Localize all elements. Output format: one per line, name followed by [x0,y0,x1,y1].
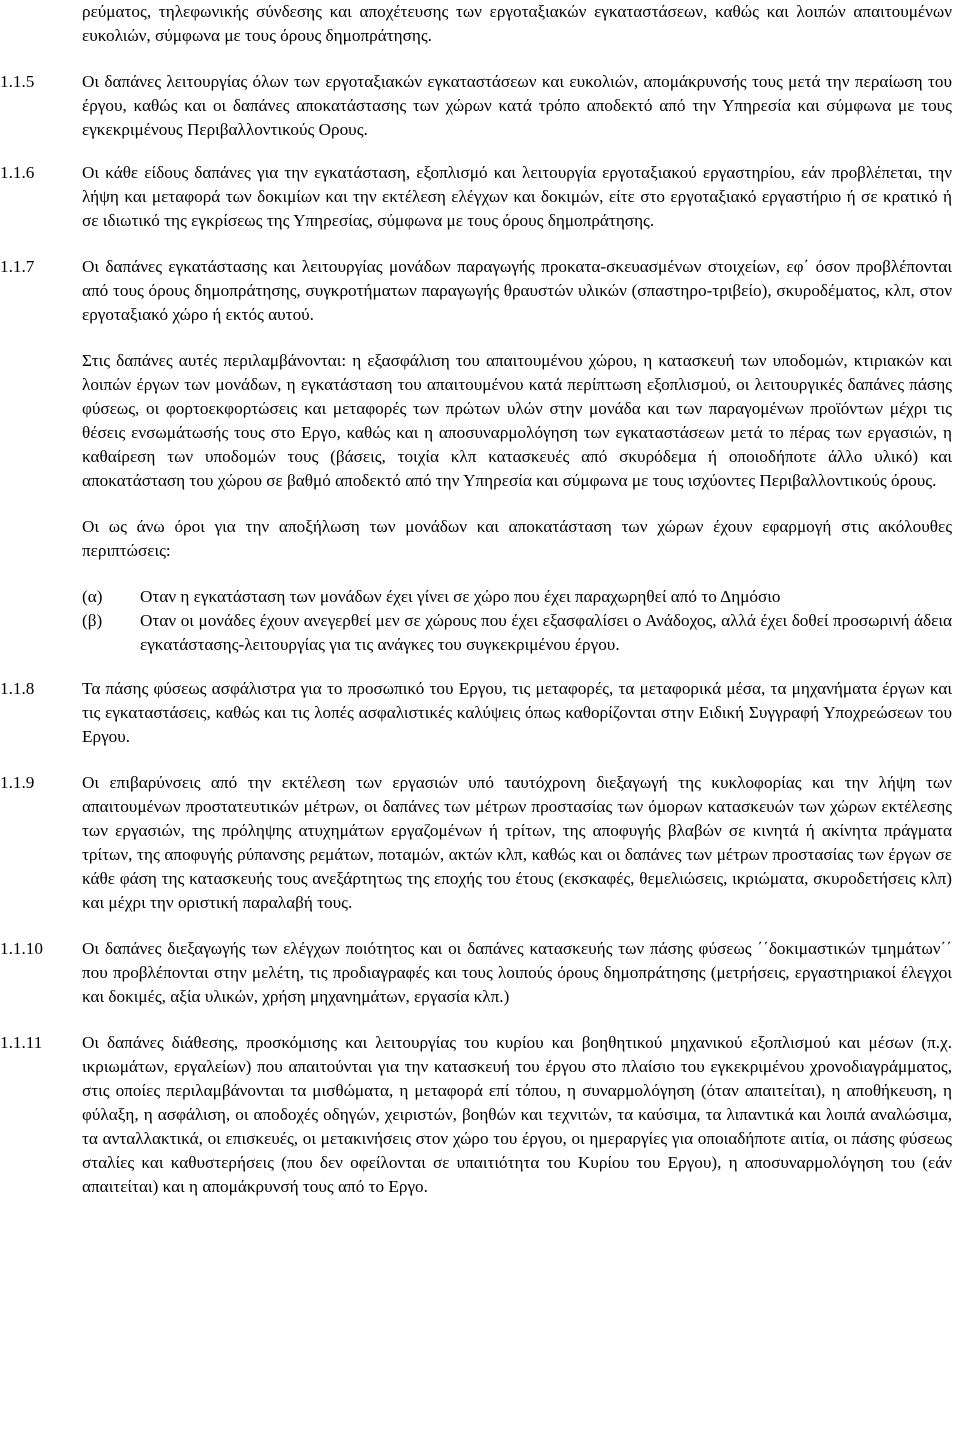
case-a [82,585,952,609]
clause-text: Οι επιβαρύνσεις από την εκτέλεση των εργασιών υπό ταυτόχρονη διεξαγωγή της κυκλοφορίας και την λήψη των απαιτουμένων προστατευτικών μέτρων, οι δαπάνες των μέτρων προστασίας των όμορων κατασκευών των χώρων εκτέλεσης των εργασιών, της πρόληψης ατυχημάτων εργαζομένων ή τρίτων, της αποφυγής βλαβών σε κινητά ή ακίνητα πράγματα τρίτων, της αποφυγής ρύπανσης ρεμάτων, ποταμών, ακτών κλπ, καθώς και οι δαπάνες των μέτρων προστασίας των έργων σε κάθε φάση της κατασκευής τους ανεξάρτητως της εποχής του έτους (εκσκαφές, θεμελιώσεις, ικριώματα, σκυροδετήσεις κλπ) και μέχρι την οριστική παραλαβή τους. [82,773,952,912]
clause-1-1-9 [0,771,952,915]
clause-number: 1.1.10 [0,939,43,958]
clause-text: Οι δαπάνες διάθεσης, προσκόμισης και λειτουργίας του κυρίου και βοηθητικού μηχανικού εξοπλισμού και μέσων (π.χ. ικριωμάτων, εργαλείων) που απαιτούνται για την κατασκευή του έργου στο πλαίσιο του εγκεκριμένου χρονοδιαγράμματος, στις οποίες περιλαμβάνονται τα μισθώματα, η μεταφορά επί τόπου, η συναρμολόγηση (όταν απαιτείται), η αποθήκευση, η φύλαξη, η ασφάλιση, οι αποδοχές οδηγών, χειριστών, βοηθών και τεχνιτών, τα καύσιμα, τα λιπαντικά και λοιπά αναλώσιμα, τα ανταλλακτικά, οι επισκευές, οι μετακινήσεις στον χώρο του έργου, οι ημεραργίες για οποιαδήποτε αιτία, οι πάσης φύσεως σταλίες και καθυστερήσεις (που δεν οφείλονται σε υπαιτιότητα του Κυρίου του Εργου), η αποσυναρμολόγηση του (εάν απαιτείται) και η απομάκρυνσή τους από το Εργο. [82,1033,952,1196]
clause-1-1-8 [0,677,952,749]
clause-number: 1.1.11 [0,1033,43,1052]
clause-text: Οι δαπάνες εγκατάστασης και λειτουργίας μονάδων παραγωγής προκατα-σκευασμένων στοιχείων, εφ΄ όσον προβλέπονται από τους όρους δημοπράτησης, συγκροτήματων παραγωγής θραυστών υλικών (σπαστηρο-τριβείο), σκυροδέματος, κλπ, στον εργοταξιακό χώρο ή εκτός αυτού. [82,257,952,324]
clause-text: Οι κάθε είδους δαπάνες για την εγκατάσταση, εξοπλισμό και λειτουργία εργοταξιακού εργαστηρίου, εάν προβλέπεται, την λήψη και μεταφορά των δοκιμίων και την εκτέλεση ελέγχων και δοκιμών, είτε στο εργοταξιακό εργαστήριο ή σε κρατικό ή σε ιδιωτικό της εγκρίσεως της Υπηρεσίας, σύμφωνα με τους όρους δημοπράτησης. [82,163,952,230]
clause-number: 1.1.6 [0,163,35,182]
clause-text: Οι δαπάνες λειτουργίας όλων των εργοταξιακών εγκαταστάσεων και ευκολιών, απομάκρυνσής τους μετά την περαίωση του έργου, καθώς και οι δαπάνες αποκατάστασης των χώρων κατά τρόπο αποδεκτό από την Υπηρεσία και σύμφωνα με τους εγκεκριμένους Περιβαλλοντικούς Ορους. [82,72,952,139]
clause-number: 1.1.7 [0,257,35,276]
clause-1-1-10 [0,937,952,1009]
clause-number: 1.1.8 [0,679,35,698]
continuation-paragraph: ρεύματος, τηλεφωνικής σύνδεσης και αποχέτευσης των εργοταξιακών εγκαταστάσεων, καθώς και λοιπών απαιτουμένων ευκολιών, σύμφωνα με τους όρους δημοπράτησης. [82,2,952,45]
clause-1-1-5 [0,70,952,142]
clause-text: Τα πάσης φύσεως ασφάλιστρα για το προσωπικό του Εργου, τις μεταφορές, τα μεταφορικά μέσα, τα μηχανήματα έργων και τις εγκαταστάσεις, καθώς και τις λοπές ασφαλιστικές καλύψεις όπως καθορίζονται στην Ειδική Συγγραφή Υποχρεώσεων του Εργου. [82,679,952,746]
clause-1-1-6 [0,161,952,233]
clause-1-1-11 [0,1031,952,1199]
clause-1-1-7 [0,255,952,327]
clause-1-1-7-paragraph-2: Στις δαπάνες αυτές περιλαμβάνονται: η εξασφάλιση του απαιτουμένου χώρου, η κατασκευή των υποδομών, κτιριακών και λοιπών έργων των μονάδων, η εγκατάσταση του απαιτουμένου κατά περίπτωση εξοπλισμού, οι λειτουργικές δαπάνες πάσης φύσεως, οι φορτοεκφορτώσεις και μεταφορές των πρώτων υλών στην μονάδα και των παραγομένων προϊόντων μέχρι τις θέσεις ενσωμάτωσής τους στο Εργο, καθώς και η αποσυναρμολόγηση των εγκαταστάσεων μετά το πέρας των εργασιών, η καθαίρεση των υποδομών τους (βάσεις, τοιχία κλπ κατασκευές από σκυρόδεμα ή οποιοδήποτε άλλο υλικό) και αποκατάσταση του χώρου σε βαθμό αποδεκτό από την Υπηρεσία και σύμφωνα με τους ισχύοντες Περιβαλλοντικούς όρους. [82,351,952,490]
clause-number: 1.1.5 [0,72,35,91]
case-label: (α) [82,587,103,606]
case-label: (β) [82,611,103,630]
clause-text: Οι δαπάνες διεξαγωγής των ελέγχων ποιότητος και οι δαπάνες κατασκευής των πάσης φύσεως ΄΄δοκιμαστικών τμημάτων΄΄ που προβλέπονται στην μελέτη, τις προδιαγραφές και τους λοιπούς όρους δημοπράτησης (μετρήσεις, εργαστηριακοί έλεγχοι και δοκιμές, αξία υλικών, χρήση μηχανημάτων, εργασία κλπ.) [82,939,952,1006]
case-text: Οταν η εγκατάσταση των μονάδων έχει γίνει σε χώρο που έχει παραχωρηθεί από το Δημόσιο [140,587,781,606]
clause-number: 1.1.9 [0,773,35,792]
clause-1-1-7-paragraph-3: Οι ως άνω όροι για την αποξήλωση των μονάδων και αποκατάσταση των χώρων έχουν εφαρμογή στις ακόλουθες περιπτώσεις: [82,517,952,560]
case-b [82,609,952,657]
case-text: Οταν οι μονάδες έχουν ανεγερθεί μεν σε χώρους που έχει εξασφαλίσει ο Ανάδοχος, αλλά έχει δοθεί προσωρινή άδεια εγκατάστασης-λειτουργίας για τις ανάγκες του συγκεκριμένου έργου. [140,611,952,654]
